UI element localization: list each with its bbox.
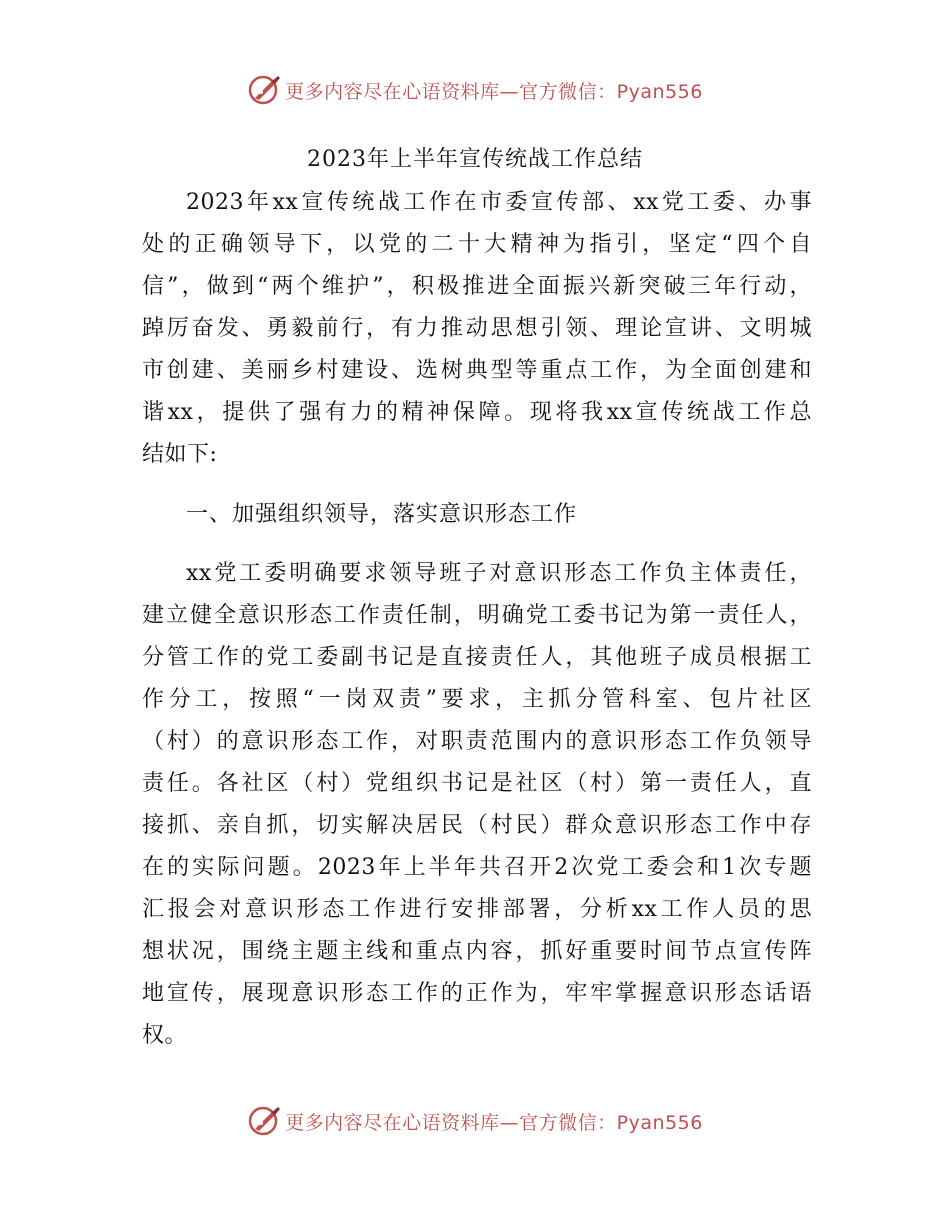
paragraph-line: 信”，做到“两个维护”，积极推进全面振兴新突破三年行动， <box>142 274 812 299</box>
paragraph-line: 权。 <box>142 1023 188 1048</box>
paragraph-line: 2023年xx宣传统战工作在市委宣传部、xx党工委、办事 <box>186 190 812 215</box>
paragraph-line: 责任。各社区（村）党组织书记是社区（村）第一责任人，直 <box>142 771 812 796</box>
pen-logo-icon <box>247 1103 283 1139</box>
paragraph-line: 市创建、美丽乡村建设、选树典型等重点工作，为全面创建和 <box>142 358 812 383</box>
pen-logo-icon <box>247 72 283 108</box>
paragraph-line: 想状况，围绕主题主线和重点内容，抓好重要时间节点宣传阵 <box>142 939 812 964</box>
banner-text: 更多内容尽在心语资料库—官方微信：Pyan556 <box>285 80 703 103</box>
paragraph-line: 分管工作的党工委副书记是直接责任人，其他班子成员根据工 <box>142 645 812 670</box>
paragraph-line: 处的正确领导下，以党的二十大精神为指引，坚定“四个自 <box>142 232 812 257</box>
header-banner <box>0 70 950 110</box>
banner-text: 更多内容尽在心语资料库—官方微信：Pyan556 <box>285 1111 703 1134</box>
paragraph-line: 建立健全意识形态工作责任制，明确党工委书记为第一责任人， <box>142 603 812 628</box>
paragraph-line: 踔厉奋发、勇毅前行，有力推动思想引领、理论宣讲、文明城 <box>142 316 812 341</box>
paragraph-line: 在的实际问题。2023年上半年共召开2次党工委会和1次专题 <box>142 855 812 880</box>
paragraph-line: 结如下: <box>142 442 218 467</box>
paragraph-line: 作分工，按照“一岗双责”要求，主抓分管科室、包片社区 <box>142 687 812 712</box>
footer-banner <box>0 1101 950 1141</box>
paragraph-line: （村）的意识形态工作，对职责范围内的意识形态工作负领导 <box>142 729 812 754</box>
paragraph-line: 地宣传，展现意识形态工作的正作为，牢牢掌握意识形态话语 <box>142 981 812 1006</box>
paragraph-line: 谐xx，提供了强有力的精神保障。现将我xx宣传统战工作总 <box>142 400 812 425</box>
document-title: 2023年上半年宣传统战工作总结 <box>307 147 643 172</box>
paragraph-line: xx党工委明确要求领导班子对意识形态工作负主体责任， <box>186 561 812 586</box>
paragraph-line: 汇报会对意识形态工作进行安排部署，分析xx工作人员的思 <box>142 897 812 922</box>
paragraph-line: 接抓、亲自抓，切实解决居民（村民）群众意识形态工作中存 <box>142 813 812 838</box>
section-heading: 一、加强组织领导，落实意识形态工作 <box>186 502 578 527</box>
